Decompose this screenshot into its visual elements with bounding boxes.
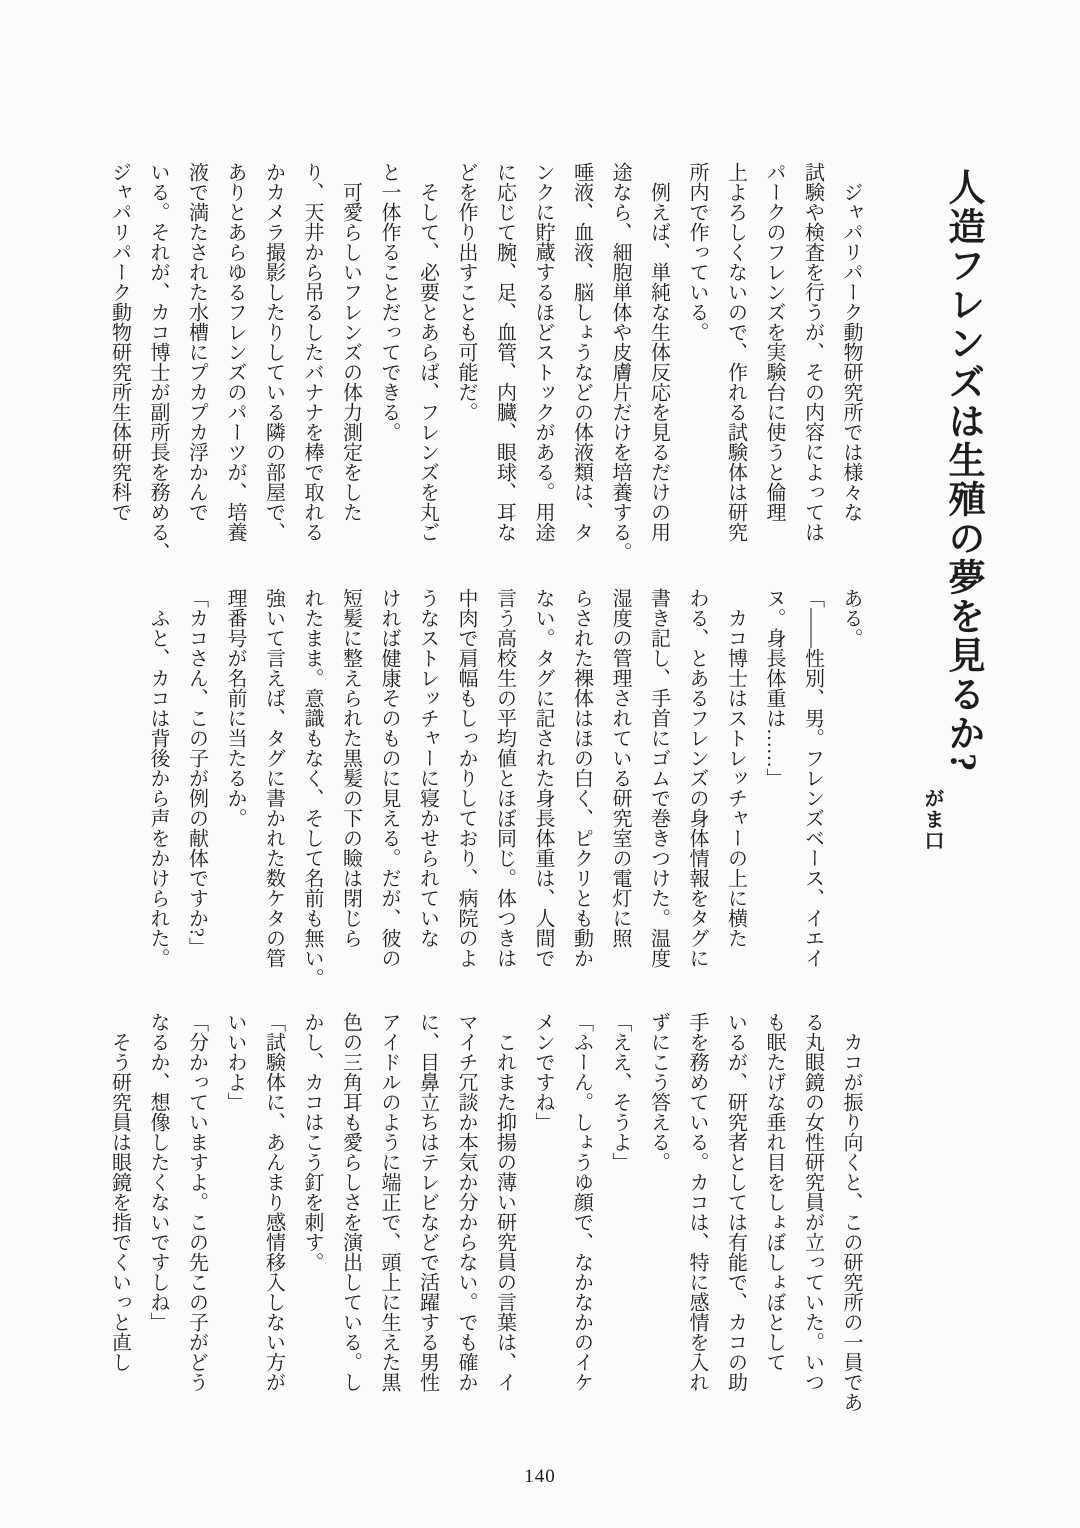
- text-line: ンクに貯蔵するほどストックがある。用途: [532, 162, 554, 542]
- text-line: 「試験体に、あんまり感情移入しない方が: [262, 1012, 285, 1392]
- text-line: 理番号が名前に当たるか。: [224, 588, 246, 828]
- text-line: 「――性別、男。フレンズベース、イエイ: [801, 588, 824, 968]
- text-line: ふと、カコは背後から声をかけられた。: [147, 588, 169, 968]
- text-line: 「ふーん。しょうゆ顔で、なかなかのイケ: [570, 1012, 593, 1392]
- text-line: なるか、想像したくないですしね」: [147, 1012, 169, 1332]
- text-line: これまた抑揚の薄い研究員の言葉は、イ: [493, 1012, 516, 1392]
- text-line: 手を務めている。カコは、特に感情を入れ: [686, 1012, 708, 1392]
- text-line: 液で満たされた水槽にプカプカ浮かんで: [185, 162, 208, 522]
- text-line: 書き記し、手首にゴムで巻きつけた。温度: [647, 588, 670, 968]
- page-title: 人造フレンズは生殖の夢を見るか?: [942, 168, 983, 774]
- text-line: 「カコさん、この子が例の献体ですか?」: [185, 588, 208, 957]
- text-line: 「ええ、そうよ」: [609, 1012, 631, 1172]
- text-line: 「分かっていますよ。この先この子がどう: [185, 1012, 208, 1392]
- text-line: そう研究員は眼鏡を指でくいっと直し: [108, 1012, 131, 1372]
- text-line: そして、必要とあらば、フレンズを丸ご: [416, 162, 439, 542]
- text-line: 可愛らしいフレンズの体力測定をした: [339, 162, 362, 522]
- text-line: 言う高校生の平均値とほぼ同じ。体つきは: [493, 588, 516, 968]
- text-line: に応じて腕、足、血管、内臓、眼球、耳な: [493, 162, 516, 542]
- text-line: かし、カコはこう釘を刺す。: [301, 1012, 323, 1272]
- text-line: いる。それが、カコ博士が副所長を務める、: [147, 162, 169, 562]
- text-line: れたまま。意識もなく、そして名前も無い。: [301, 588, 323, 988]
- text-line: パークのフレンズを実験台に使うと倫理: [763, 162, 785, 522]
- text-line: ある。: [840, 588, 862, 648]
- text-line: うなストレッチャーに寝かせられていな: [416, 588, 439, 948]
- text-band-middle: [98, 588, 870, 996]
- text-line: 所内で作っている。: [686, 162, 708, 342]
- text-line: ジャパリパーク動物研究所生体研究科で: [108, 162, 131, 522]
- text-line: かカメラ撮影したりしている隣の部屋で、: [262, 162, 285, 542]
- text-band-top: [98, 162, 870, 570]
- text-line: いいわよ」: [224, 1012, 246, 1112]
- text-line: 途なら、細胞単体や皮膚片だけを培養する。: [609, 162, 631, 562]
- text-band-bottom: [98, 1012, 870, 1420]
- text-line: マイチ冗談か本気か分からない。でも確か: [455, 1012, 477, 1392]
- text-line: と一体作ることだってできる。: [378, 162, 400, 442]
- text-line: らされた裸体はほの白く、ピクリとも動か: [570, 588, 593, 968]
- text-line: 中肉で肩幅もしっかりしており、病院のよ: [455, 588, 477, 968]
- text-line: どを作り出すことも可能だ。: [455, 162, 477, 422]
- text-line: わる、とあるフレンズの身体情報をタグに: [686, 588, 708, 968]
- text-line: る丸眼鏡の女性研究員が立っていた。いつ: [801, 1012, 824, 1392]
- text-line: ヌ。身長体重は……」: [763, 588, 785, 788]
- author-name: がま口: [921, 788, 943, 851]
- text-line: ない。タグに記された身長体重は、人間で: [532, 588, 554, 968]
- text-line: 湿度の管理されている研究室の電灯に照: [609, 588, 631, 948]
- text-line: に、目鼻立ちはテレビなどで活躍する男性: [416, 1012, 439, 1392]
- text-line: 例えば、単純な生体反応を見るだけの用: [647, 162, 670, 542]
- text-line: 色の三角耳も愛らしさを演出している。し: [339, 1012, 362, 1392]
- text-line: り、天井から吊るしたバナナを棒で取れる: [301, 162, 323, 542]
- text-line: アイドルのように端正で、頭上に生えた黒: [378, 1012, 400, 1392]
- text-line: ありとあらゆるフレンズのパーツが、培養: [224, 162, 246, 542]
- text-line: ずにこう答える。: [647, 1012, 670, 1172]
- text-line: ければ健康そのものに見える。だが、彼の: [378, 588, 400, 968]
- page-number: 140: [524, 1466, 556, 1487]
- text-line: カコが振り向くと、この研究所の一員であ: [840, 1012, 862, 1412]
- text-line: 試験や検査を行うが、その内容によっては: [801, 162, 824, 542]
- text-line: 唾液、血液、脳しょうなどの体液類は、タ: [570, 162, 593, 542]
- text-line: 強いて言えば、タグに書かれた数ケタの管: [262, 588, 285, 968]
- text-line: いるが、研究者としては有能で、カコの助: [724, 1012, 747, 1392]
- text-line: メンですね」: [532, 1012, 554, 1132]
- text-line: ジャパリパーク動物研究所では様々な: [840, 162, 862, 522]
- text-line: も眠たげな垂れ目をしょぼしょぼとして: [763, 1012, 785, 1372]
- text-line: 短髪に整えられた黒髪の下の瞼は閉じら: [339, 588, 362, 948]
- text-line: 上よろしくないので、作れる試験体は研究: [724, 162, 747, 542]
- text-line: カコ博士はストレッチャーの上に横た: [724, 588, 747, 948]
